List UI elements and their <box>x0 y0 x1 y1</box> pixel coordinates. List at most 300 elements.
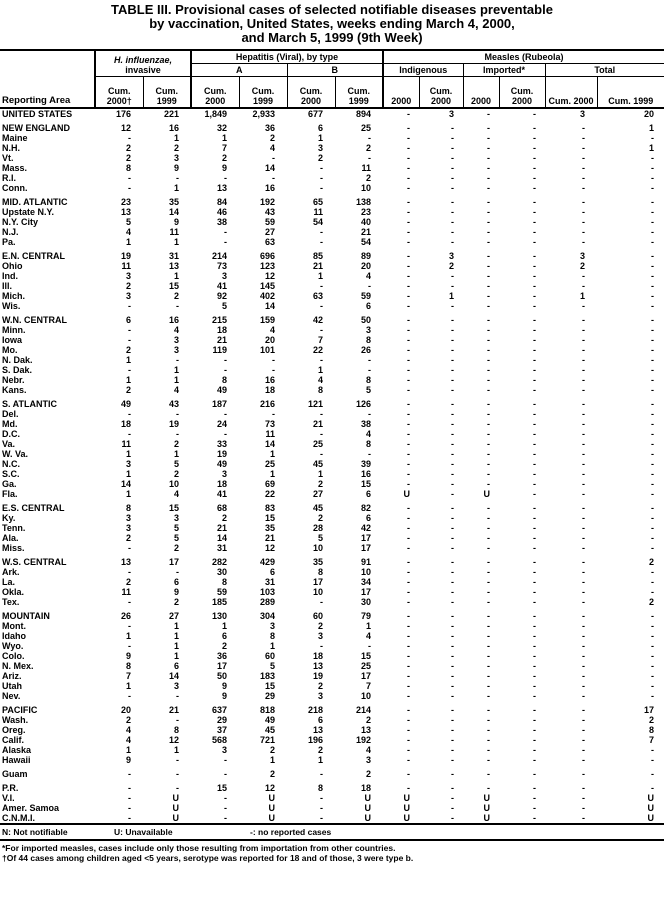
row-label: N.J. <box>2 227 19 237</box>
cell-measles_total_cum_1999: - <box>651 479 655 489</box>
cell-measles_total_cum_1999: - <box>651 631 655 641</box>
cell-hflu_cum_1999: 27 <box>169 611 180 621</box>
cell-measles_indig_2000: - <box>407 479 411 489</box>
cell-measles_total_cum_1999: - <box>651 611 655 621</box>
cell-measles_imported_cum_2000: - <box>533 681 537 691</box>
cell-hepa_cum_2000: 84 <box>217 197 228 207</box>
cell-measles_indig_2000: - <box>407 671 411 681</box>
row-label: Mont. <box>2 621 26 631</box>
cell-hepb_cum_2000: - <box>320 173 324 183</box>
title-line-1: TABLE III. Provisional cases of selected notifiable diseases preventable <box>111 2 553 17</box>
cell-hepa_cum_2000: - <box>224 755 228 765</box>
cell-hepa_cum_2000: 8 <box>222 375 228 385</box>
cell-hepb_cum_1999: 54 <box>361 237 372 247</box>
state-row <box>0 469 664 479</box>
cell-measles_total_cum_1999: - <box>651 769 655 779</box>
cell-hepb_cum_1999: 126 <box>355 399 372 409</box>
cell-measles_total_cum_1999: - <box>651 237 655 247</box>
cell-measles_indig_cum_2000: - <box>451 735 455 745</box>
cell-hflu_cum_1999: - <box>176 691 180 701</box>
cell-hflu_cum_1999: 1 <box>174 745 180 755</box>
cell-measles_indig_2000: - <box>407 621 411 631</box>
cell-hepa_cum_2000: - <box>224 409 228 419</box>
group-hepatitis: Hepatitis (Viral), by type <box>191 50 383 64</box>
cell-hepa_cum_1999: - <box>272 365 276 375</box>
row-label: Hawaii <box>2 755 31 765</box>
cell-hepb_cum_1999: 4 <box>366 429 372 439</box>
cell-hepa_cum_2000: 185 <box>211 597 228 607</box>
cell-hflu_cum_1999: - <box>176 409 180 419</box>
cell-hflu_cum_2000: 11 <box>121 261 131 271</box>
cell-hepb_cum_2000: 54 <box>313 217 324 227</box>
cell-hepb_cum_2000: 7 <box>318 335 324 345</box>
cell-measles_total_cum_2000: 1 <box>580 291 586 301</box>
cell-measles_imported_2000: - <box>487 523 491 533</box>
cell-measles_imported_2000: - <box>487 123 491 133</box>
cell-hepa_cum_1999: 216 <box>259 399 276 409</box>
state-row <box>0 227 664 237</box>
cell-hflu_cum_2000: 49 <box>120 399 131 409</box>
region-row <box>0 499 664 513</box>
state-row <box>0 335 664 345</box>
cell-measles_total_cum_2000: 3 <box>580 109 586 119</box>
cell-measles_total_cum_1999: 20 <box>644 109 655 119</box>
group-header-row <box>0 50 664 64</box>
cell-hepb_cum_1999: 3 <box>366 755 372 765</box>
cell-measles_total_cum_1999: - <box>651 335 655 345</box>
cell-hflu_cum_1999: 3 <box>174 345 180 355</box>
cell-hflu_cum_2000: 1 <box>125 375 131 385</box>
cell-measles_total_cum_2000: - <box>582 793 586 803</box>
cell-hepb_cum_1999: - <box>368 281 372 291</box>
cell-measles_imported_2000: - <box>487 651 491 661</box>
cell-hepb_cum_1999: 82 <box>361 503 372 513</box>
row-label: Utah <box>2 681 22 691</box>
cell-measles_imported_2000: - <box>487 281 491 291</box>
state-row <box>0 567 664 577</box>
cell-hepb_cum_1999: 214 <box>355 705 372 715</box>
col-imported-cum-2000: Cum. 2000 <box>499 77 545 109</box>
cell-hepa_cum_1999: 14 <box>265 163 276 173</box>
cell-measles_total_cum_1999: - <box>651 489 655 499</box>
cell-measles_total_cum_1999: - <box>651 745 655 755</box>
cell-measles_total_cum_1999: - <box>651 587 655 597</box>
cell-hepb_cum_1999: U <box>364 803 372 813</box>
cell-hepa_cum_2000: 49 <box>217 385 228 395</box>
cell-measles_total_cum_1999: - <box>651 197 655 207</box>
cell-measles_total_cum_1999: - <box>651 641 655 651</box>
cell-hepb_cum_1999: 10 <box>361 691 372 701</box>
row-label: Guam <box>2 769 28 779</box>
cell-measles_imported_cum_2000: - <box>533 365 537 375</box>
cell-hflu_cum_2000: 11 <box>121 587 131 597</box>
cell-measles_imported_2000: - <box>487 153 491 163</box>
cell-measles_total_cum_2000: - <box>582 567 586 577</box>
cell-measles_imported_2000: - <box>487 143 491 153</box>
cell-hepb_cum_1999: 13 <box>361 725 372 735</box>
row-label: Ky. <box>2 513 16 523</box>
cell-measles_indig_cum_2000: - <box>451 197 455 207</box>
cell-hepa_cum_2000: 15 <box>217 783 228 793</box>
cell-measles_imported_2000: - <box>487 207 491 217</box>
cell-hflu_cum_1999: 2 <box>174 291 180 301</box>
cell-hepa_cum_2000: 19 <box>217 449 228 459</box>
row-label: Wyo. <box>2 641 24 651</box>
cell-hflu_cum_1999: - <box>176 755 180 765</box>
cell-measles_total_cum_2000: - <box>582 399 586 409</box>
cell-hepa_cum_2000: 36 <box>217 651 228 661</box>
cell-hflu_cum_1999: 4 <box>174 385 180 395</box>
cell-measles_total_cum_1999: - <box>651 755 655 765</box>
row-label: Ga. <box>2 479 17 489</box>
title-line-2: by vaccination, United States, weeks ending March 4, 2000, <box>149 16 515 31</box>
state-row <box>0 325 664 335</box>
territory-row <box>0 803 664 813</box>
cell-hepa_cum_1999: 721 <box>259 735 276 745</box>
cell-measles_total_cum_2000: - <box>582 631 586 641</box>
cell-measles_total_cum_2000: - <box>582 449 586 459</box>
cell-measles_indig_2000: - <box>407 291 411 301</box>
cell-hflu_cum_2000: - <box>128 133 131 143</box>
cell-measles_indig_cum_2000: - <box>451 793 455 803</box>
cell-measles_imported_2000: - <box>487 503 491 513</box>
cell-measles_indig_2000: - <box>407 365 411 375</box>
cell-measles_total_cum_1999: - <box>651 449 655 459</box>
cell-hepb_cum_2000: 27 <box>313 489 324 499</box>
state-row <box>0 271 664 281</box>
cell-measles_imported_2000: - <box>487 335 491 345</box>
cell-measles_imported_cum_2000: - <box>533 449 537 459</box>
cell-measles_total_cum_1999: - <box>651 365 655 375</box>
cell-hepb_cum_1999: 11 <box>361 163 372 173</box>
cell-measles_imported_cum_2000: - <box>533 345 537 355</box>
state-row <box>0 661 664 671</box>
cell-hepa_cum_1999: 35 <box>265 523 276 533</box>
cell-hepb_cum_1999: 40 <box>361 217 372 227</box>
row-label: W.S. CENTRAL <box>2 557 67 567</box>
cell-measles_total_cum_2000: - <box>582 803 586 813</box>
col-hepb-cum-2000: Cum. 2000 <box>287 77 335 109</box>
cell-hepb_cum_2000: 42 <box>313 315 324 325</box>
cell-measles_indig_cum_2000: - <box>451 479 455 489</box>
cell-measles_indig_cum_2000: - <box>451 335 455 345</box>
table-header <box>0 50 664 108</box>
cell-measles_indig_2000: - <box>407 355 411 365</box>
cell-hepb_cum_1999: 30 <box>361 597 372 607</box>
row-label: Conn. <box>2 183 28 193</box>
row-label: Wis. <box>2 301 21 311</box>
cell-measles_total_cum_1999: - <box>651 385 655 395</box>
cell-measles_imported_2000: - <box>487 237 491 247</box>
cell-measles_imported_cum_2000: - <box>533 469 537 479</box>
cell-hepb_cum_1999: 23 <box>361 207 372 217</box>
state-row <box>0 745 664 755</box>
cell-hepa_cum_2000: 1,849 <box>204 109 228 119</box>
cell-hflu_cum_2000: 2 <box>125 715 131 725</box>
region-row <box>0 247 664 261</box>
cell-measles_imported_cum_2000: - <box>533 715 537 725</box>
cell-measles_total_cum_1999: - <box>651 355 655 365</box>
cell-measles_imported_cum_2000: - <box>533 691 537 701</box>
cell-measles_indig_cum_2000: - <box>451 503 455 513</box>
cell-hepa_cum_1999: 73 <box>265 419 276 429</box>
cell-measles_indig_cum_2000: - <box>451 651 455 661</box>
cell-hflu_cum_2000: 1 <box>125 355 131 365</box>
cell-hflu_cum_1999: U <box>143 813 191 824</box>
cell-hepb_cum_1999: 25 <box>361 123 372 133</box>
cell-measles_imported_2000: - <box>487 133 491 143</box>
cell-hflu_cum_1999: 1 <box>174 641 180 651</box>
cell-measles_total_cum_1999: - <box>651 345 655 355</box>
cell-hepa_cum_1999: 63 <box>265 237 276 247</box>
cell-hflu_cum_1999: 221 <box>163 109 180 119</box>
cell-hepb_cum_1999: 2 <box>366 769 372 779</box>
cell-measles_imported_cum_2000: - <box>533 325 537 335</box>
cell-hepa_cum_2000: 215 <box>211 315 228 325</box>
state-row <box>0 261 664 271</box>
cell-hflu_cum_2000: - <box>128 173 131 183</box>
cell-measles_indig_2000: - <box>407 123 411 133</box>
cell-hepb_cum_2000: 8 <box>318 567 324 577</box>
cell-hepa_cum_2000: 37 <box>217 725 228 735</box>
cell-measles_total_cum_2000: - <box>582 691 586 701</box>
cell-hepb_cum_2000: 5 <box>318 533 324 543</box>
state-row <box>0 631 664 641</box>
cell-hepb_cum_2000: - <box>320 325 324 335</box>
cell-hepb_cum_1999: 4 <box>366 631 372 641</box>
cell-measles_indig_2000: - <box>407 567 411 577</box>
cell-measles_indig_cum_2000: - <box>451 143 455 153</box>
cell-hepb_cum_2000: 13 <box>313 725 324 735</box>
cell-hepa_cum_1999: 2,933 <box>252 109 276 119</box>
cell-measles_total_cum_2000: - <box>582 409 586 419</box>
row-label: Tex. <box>2 597 20 607</box>
row-label: Colo. <box>2 651 25 661</box>
row-label: Ohio <box>2 261 23 271</box>
cell-measles_imported_2000: U <box>483 803 491 813</box>
cell-measles_indig_cum_2000: - <box>451 611 455 621</box>
cell-hepb_cum_1999: 192 <box>355 735 372 745</box>
cell-measles_total_cum_2000: - <box>582 197 586 207</box>
cell-hepa_cum_1999: 429 <box>259 557 276 567</box>
cell-hepa_cum_2000: 2 <box>222 513 228 523</box>
cell-measles_total_cum_1999: - <box>651 439 655 449</box>
cell-hepb_cum_2000: 3 <box>318 631 324 641</box>
cell-measles_imported_cum_2000: - <box>533 251 537 261</box>
cell-measles_imported_2000: - <box>487 163 491 173</box>
cell-measles_indig_2000: - <box>407 543 411 553</box>
cell-hepb_cum_1999: 16 <box>361 469 372 479</box>
row-label: Mass. <box>2 163 28 173</box>
cell-hepa_cum_1999: 696 <box>259 251 276 261</box>
cell-hflu_cum_2000: 12 <box>120 123 131 133</box>
cell-measles_indig_2000: - <box>407 631 411 641</box>
cell-measles_indig_cum_2000: 2 <box>449 261 455 271</box>
cell-measles_total_cum_2000: - <box>582 671 586 681</box>
row-label: S.C. <box>2 469 20 479</box>
cell-measles_indig_2000: - <box>407 197 411 207</box>
cell-hepb_cum_1999: 21 <box>361 227 372 237</box>
cell-hflu_cum_1999: 9 <box>174 163 180 173</box>
cell-measles_indig_2000: - <box>407 681 411 691</box>
cell-measles_total_cum_2000: - <box>582 375 586 385</box>
cell-measles_imported_2000: - <box>487 705 491 715</box>
cell-hepb_cum_1999: 89 <box>361 251 372 261</box>
cell-hepb_cum_2000: 28 <box>313 523 324 533</box>
cell-hflu_cum_1999: 3 <box>174 681 180 691</box>
cell-hepb_cum_2000: 8 <box>318 385 324 395</box>
state-row <box>0 735 664 745</box>
cell-measles_total_cum_2000: - <box>582 315 586 325</box>
cell-measles_imported_2000: - <box>487 769 491 779</box>
cell-measles_indig_cum_2000: - <box>451 281 455 291</box>
cell-hepa_cum_1999: 4 <box>270 143 276 153</box>
cell-hepa_cum_2000: 92 <box>217 291 228 301</box>
cell-hepa_cum_1999: 15 <box>265 513 276 523</box>
cell-measles_indig_cum_2000: - <box>451 123 455 133</box>
cell-hepb_cum_1999: 79 <box>361 611 372 621</box>
cell-measles_imported_cum_2000: - <box>533 567 537 577</box>
cell-measles_indig_2000: - <box>407 153 411 163</box>
cell-measles_indig_cum_2000: - <box>451 271 455 281</box>
state-row <box>0 577 664 587</box>
cell-hflu_cum_2000: 2 <box>125 385 131 395</box>
cell-hepa_cum_2000: - <box>191 813 239 824</box>
cell-hflu_cum_2000: - <box>128 769 131 779</box>
cell-hepa_cum_1999: 27 <box>265 227 276 237</box>
region-row <box>0 553 664 567</box>
cell-measles_indig_cum_2000: - <box>451 385 455 395</box>
cell-hepb_cum_2000: - <box>320 449 324 459</box>
cell-hepb_cum_1999: 17 <box>361 587 372 597</box>
cell-hepa_cum_1999: 123 <box>259 261 276 271</box>
row-label: Ill. <box>2 281 13 291</box>
cell-measles_indig_2000: - <box>407 769 411 779</box>
cell-measles_indig_2000: - <box>407 523 411 533</box>
state-row <box>0 355 664 365</box>
cell-hflu_cum_1999: 1 <box>174 621 180 631</box>
cell-measles_imported_cum_2000: - <box>533 409 537 419</box>
cell-measles_imported_2000: - <box>487 429 491 439</box>
cell-measles_total_cum_1999: - <box>651 533 655 543</box>
cell-measles_indig_2000: - <box>407 641 411 651</box>
cell-measles_indig_cum_2000: - <box>451 725 455 735</box>
cell-measles_total_cum_2000: - <box>582 705 586 715</box>
cell-measles_imported_cum_2000: - <box>533 543 537 553</box>
cell-measles_imported_2000: - <box>487 735 491 745</box>
cell-measles_indig_2000: - <box>407 335 411 345</box>
cell-hepb_cum_2000: 65 <box>313 197 324 207</box>
cell-measles_imported_2000: - <box>487 197 491 207</box>
cell-measles_imported_2000: - <box>487 745 491 755</box>
cell-hflu_cum_1999: 14 <box>169 207 180 217</box>
cell-hepb_cum_1999: 2 <box>366 143 372 153</box>
cell-hflu_cum_1999: 1 <box>174 365 180 375</box>
cell-hepa_cum_2000: - <box>224 793 228 803</box>
cell-hepa_cum_2000: 1 <box>222 133 228 143</box>
row-label: Ala. <box>2 533 19 543</box>
cell-measles_total_cum_1999: - <box>651 251 655 261</box>
cell-measles_total_cum_2000: - <box>582 123 586 133</box>
cell-hepa_cum_2000: 282 <box>211 557 228 567</box>
cell-measles_indig_2000: - <box>407 207 411 217</box>
cell-measles_indig_cum_2000: - <box>451 419 455 429</box>
state-row <box>0 725 664 735</box>
cell-measles_imported_cum_2000: - <box>533 375 537 385</box>
cell-hflu_cum_2000: 176 <box>115 109 131 119</box>
cell-measles_indig_cum_2000: - <box>451 469 455 479</box>
cell-measles_total_cum_1999: - <box>651 783 655 793</box>
row-label: Okla. <box>2 587 25 597</box>
cell-measles_imported_2000: - <box>487 291 491 301</box>
cell-hflu_cum_1999: 2 <box>174 469 180 479</box>
state-row <box>0 409 664 419</box>
row-label: Upstate N.Y. <box>2 207 55 217</box>
cell-measles_total_cum_1999: - <box>651 183 655 193</box>
cell-measles_indig_cum_2000: - <box>451 217 455 227</box>
cell-measles_total_cum_1999: - <box>651 281 655 291</box>
cell-measles_total_cum_1999: - <box>651 661 655 671</box>
cell-hepb_cum_1999: - <box>368 153 372 163</box>
cell-hepb_cum_1999: 17 <box>361 533 372 543</box>
cell-measles_imported_2000: - <box>487 345 491 355</box>
cell-measles_imported_2000: - <box>487 691 491 701</box>
cell-measles_indig_cum_2000: - <box>451 671 455 681</box>
cell-hepa_cum_2000: 31 <box>217 543 228 553</box>
cell-hflu_cum_1999: 10 <box>169 479 180 489</box>
cell-measles_total_cum_1999: - <box>651 681 655 691</box>
cell-measles_total_cum_1999: 2 <box>649 597 655 607</box>
cell-measles_total_cum_2000: - <box>582 385 586 395</box>
cell-measles_imported_cum_2000: - <box>533 207 537 217</box>
cell-hepb_cum_1999: 34 <box>361 577 372 587</box>
cell-measles_imported_2000: - <box>487 469 491 479</box>
cell-hepa_cum_2000: - <box>224 365 228 375</box>
cell-measles_total_cum_2000: - <box>582 365 586 375</box>
col-indig-2000: 2000 <box>383 77 419 109</box>
cell-hepb_cum_2000: - <box>320 227 324 237</box>
cell-hepa_cum_1999: 402 <box>259 291 276 301</box>
legend-unavailable: U: Unavailable <box>114 827 173 837</box>
cell-hepb_cum_2000: 4 <box>318 375 324 385</box>
cell-measles_total_cum_2000: - <box>582 207 586 217</box>
cell-measles_imported_2000: - <box>487 631 491 641</box>
col-hepa-cum-2000: Cum. 2000 <box>191 77 239 109</box>
cell-measles_indig_2000: - <box>407 755 411 765</box>
subgroup-indigenous: Indigenous <box>383 64 463 77</box>
cell-hflu_cum_1999: - <box>176 429 180 439</box>
state-row <box>0 715 664 725</box>
cell-hepb_cum_2000: - <box>287 813 335 824</box>
cell-hflu_cum_2000: 1 <box>125 745 131 755</box>
cell-measles_total_cum_2000: - <box>582 513 586 523</box>
cell-measles_indig_2000: - <box>407 261 411 271</box>
cell-measles_total_cum_2000: - <box>582 769 586 779</box>
cell-measles_imported_cum_2000: - <box>533 651 537 661</box>
cell-measles_total_cum_2000: - <box>582 755 586 765</box>
cell-measles_imported_2000: - <box>487 227 491 237</box>
cell-measles_total_cum_1999: - <box>651 429 655 439</box>
cell-measles_indig_cum_2000: - <box>451 459 455 469</box>
cell-hepa_cum_1999: 59 <box>265 217 276 227</box>
cell-hflu_cum_2000: 8 <box>125 503 131 513</box>
cell-measles_imported_cum_2000: - <box>533 523 537 533</box>
cell-hepb_cum_1999: 6 <box>366 489 372 499</box>
state-row <box>0 291 664 301</box>
cell-measles_indig_2000: U <box>403 803 411 813</box>
cell-hflu_cum_1999: 1 <box>174 133 180 143</box>
cell-hflu_cum_1999: - <box>176 715 180 725</box>
